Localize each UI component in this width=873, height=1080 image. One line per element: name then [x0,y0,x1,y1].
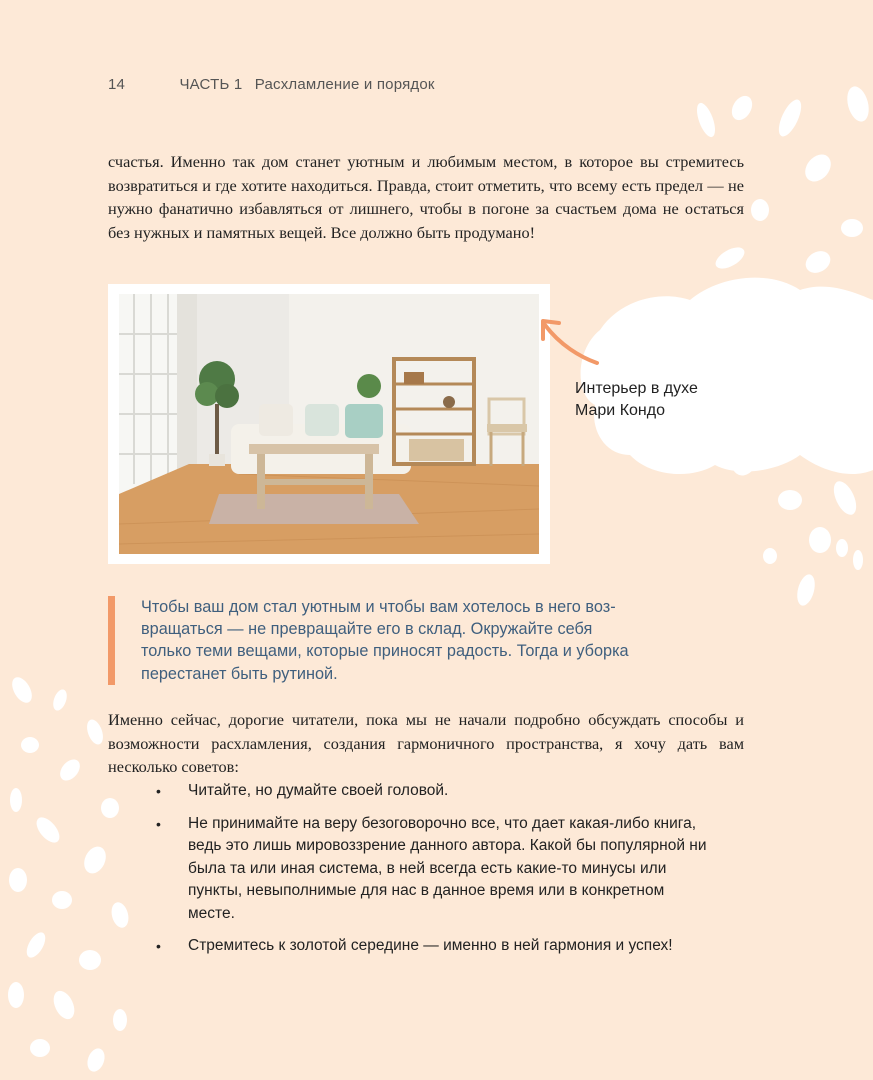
body-paragraph: счастья. Именно так дом станет уютным и любимым местом, в которое вы стремитесь возвратиться и где хотите находиться. Правда, стоит отметить, что всему есть предел — не нужно фанатично избавляться от лишнего, чтобы в погоне за счастьем дома не остаться без нужных и памятных вещей. Все должно быть продумано! [108,152,744,242]
bullet-icon: • [156,783,161,799]
quote-line: перестанет быть рутиной. [141,664,338,683]
caption-line: Интерьер в духе [575,380,698,397]
list-item [150,780,710,803]
part-title: Расхламление и порядок [254,76,435,93]
bullet-icon: • [156,938,161,954]
tips-list [150,780,710,968]
quote-line: Чтобы ваш дом стал уютным и чтобы вам хотелось в него воз- [141,598,616,616]
part-label: ЧАСТЬ 1 [179,76,243,93]
running-head [108,76,443,93]
list-item-text: Стремитесь к золотой середине — именно в ней гармония и успех! [188,937,673,954]
list-item-text: Не принимайте на веру безоговорочно все, что дает какая-либо книга, ведь это лишь мировоззрение данного автора. Какой бы популярной ни была та или иная система, в ней всегда есть какие-то минусы или пункты, невыполнимые для нас в данное время или в конкретном месте. [188,814,707,922]
arrow-icon [535,315,605,375]
pull-quote [108,596,728,685]
list-item [150,813,710,926]
page-number: 14 [108,76,126,93]
caption-line: Мари Кондо [575,402,665,419]
list-item [150,935,710,958]
quote-line: вращаться — не превращайте его в склад. Окружайте себя [141,620,593,639]
body-paragraph: Именно сейчас, дорогие читатели, пока мы не начали подробно обсуждать способы и возможности расхламления, создания гармоничного пространства, я хочу дать вам несколько советов: [108,710,744,777]
photo-caption [575,378,698,422]
photo-frame [108,284,550,564]
bullet-icon: • [156,815,161,832]
list-item-text: Читайте, но думайте своей головой. [188,782,449,799]
quote-line: только теми вещами, которые приносят радость. Тогда и уборка [141,642,629,661]
interior-photo [119,294,539,554]
